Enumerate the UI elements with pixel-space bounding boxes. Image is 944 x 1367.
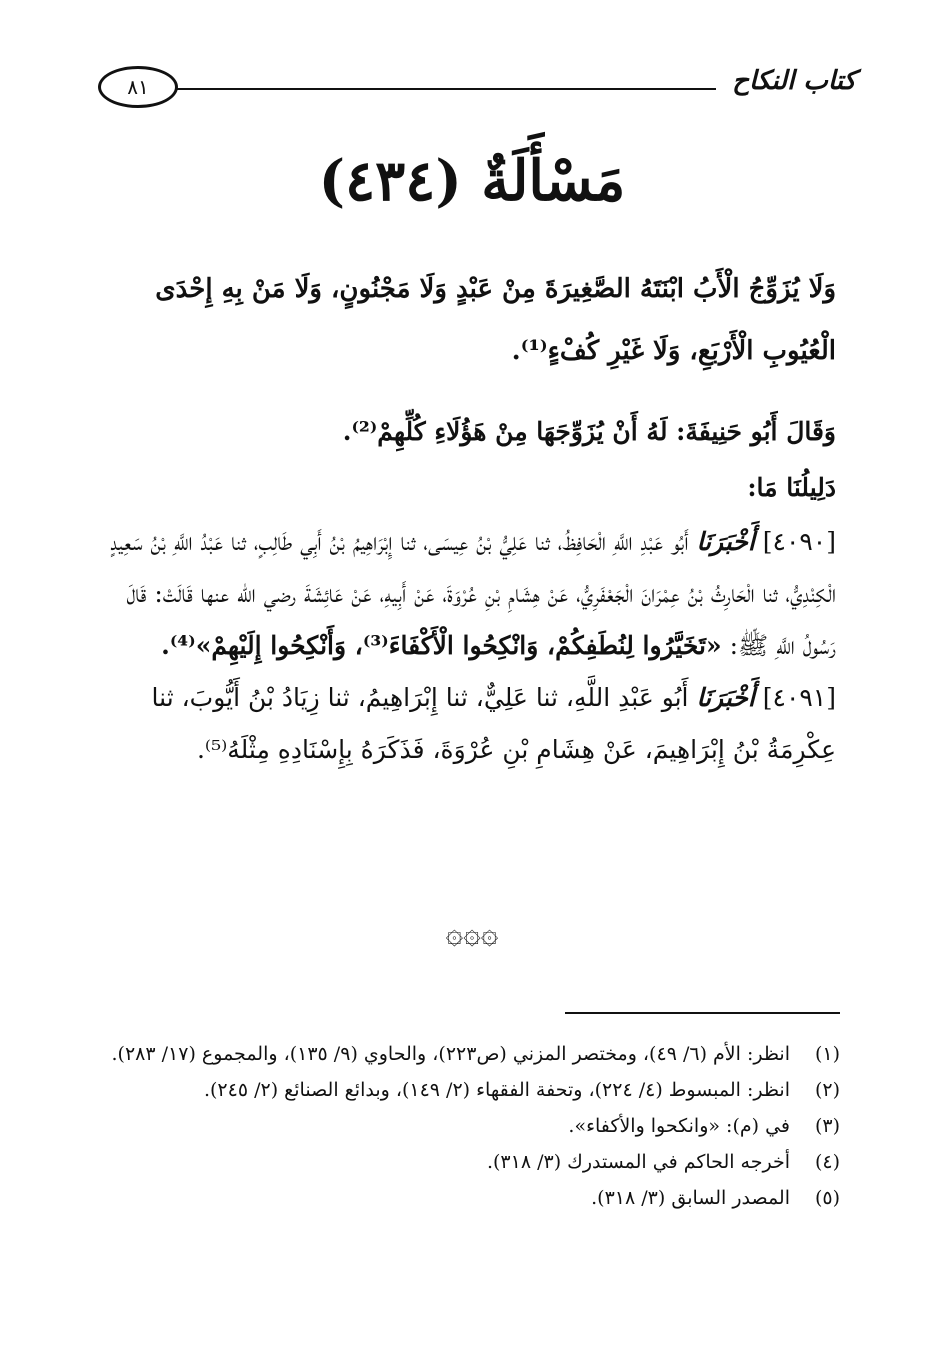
footnote bbox=[96, 1144, 840, 1180]
dalil-heading: دَلِيلُنَا مَا: bbox=[747, 473, 836, 502]
footnote-text: أخرجه الحاكم في المستدرك (٣/ ٣١٨). bbox=[486, 1151, 790, 1173]
issue-title: مَسْأَلَةٌ (٤٣٤) bbox=[318, 148, 626, 214]
footnote-text: في (م): «وانكحوا والأكفاء». bbox=[568, 1115, 790, 1137]
hadith-4090 bbox=[100, 516, 836, 672]
footnote-text: انظر: الأم (٦/ ٤٩)، ومختصر المزني (ص٢٢٣)، والحاوي (٩/ ١٣٥)، والمجموع (١٧/ ٢٨٣). bbox=[111, 1043, 790, 1065]
hadith-isnad: أَبُو عَبْدِ اللَّهِ الْحَافِظُ، ثنا عَلِيُّ بْنُ عِيسَى، ثنا إِبْرَاهِيمُ بْنُ أَبِي طَالِبٍ، ثنا عَبْدُ اللَّهِ بْنُ سَعِيدٍ الْكِنْدِيُّ، ثنا الْحَارِثُ بْنُ عِمْرَانَ الْجَعْفَرِيُّ، عَنْ هِشَامِ بْنِ عُرْوَةَ، عَنْ أَبِيهِ، عَنْ عَائِشَةَ رضي الله عنها قَالَتْ: قَالَ رَسُولُ اللَّهِ ﷺ: bbox=[110, 527, 836, 660]
akhbarana-label: أَخْبَرَنَا bbox=[696, 683, 755, 712]
hadith-number: [٤٠٩١] bbox=[762, 683, 836, 712]
matn-paragraph: وَلَا يُزَوِّجُ الْأَبُ ابْنَتَهُ الصَّغِيرَةَ مِنْ عَبْدٍ وَلَا مَجْنُونٍ، وَلَا مَنْ بِهِ إِحْدَى الْعُيُوبِ الْأَرْبَعِ، وَلَا غَيْرِ كُفْءٍ⁽¹⁾. bbox=[155, 274, 836, 366]
hadith-4091 bbox=[100, 672, 836, 776]
page-header bbox=[96, 62, 856, 112]
footnote-text: المصدر السابق (٣/ ٣١٨). bbox=[591, 1187, 790, 1209]
footnote bbox=[96, 1108, 840, 1144]
main-text bbox=[100, 258, 836, 776]
footnote-number: (٥) bbox=[814, 1187, 840, 1209]
abu-hanifa-opinion: وَقَالَ أَبُو حَنِيفَةَ: لَهُ أَنْ يُزَوِّجَهَا مِنْ هَؤُلَاءِ كُلِّهِمْ⁽²⁾. bbox=[342, 417, 836, 446]
footnote-rule bbox=[565, 1012, 840, 1014]
header-rule bbox=[176, 88, 716, 90]
hadith-matn: «تَخَيَّرُوا لِنُطَفِكُمْ، وَانْكِحُوا الْأَكْفَاءَ⁽³⁾، وَأَنْكِحُوا إِلَيْهِمْ»⁽⁴⁾. bbox=[161, 631, 722, 660]
hadith-isnad: أَبُو عَبْدِ اللَّهِ، ثنا عَلِيٌّ، ثنا إِبْرَاهِيمُ، ثنا زِيَادُ بْنُ أَيُّوبَ، ثنا عِكْرِمَةُ بْنُ إِبْرَاهِيمَ، عَنْ هِشَامِ بْنِ عُرْوَةَ، فَذَكَرَهُ بِإِسْنَادِهِ مِثْلَهُ⁽⁵⁾. bbox=[151, 683, 836, 764]
footnote bbox=[96, 1180, 840, 1216]
footnotes bbox=[96, 1036, 840, 1216]
hadith-number: [٤٠٩٠] bbox=[762, 527, 836, 556]
footnote-number: (١) bbox=[814, 1043, 840, 1065]
footnote bbox=[96, 1072, 840, 1108]
section-ornaments: ۞۞۞ bbox=[445, 916, 499, 951]
footnote-number: (٢) bbox=[814, 1079, 840, 1101]
akhbarana-label: أَخْبَرَنَا bbox=[696, 527, 755, 556]
footnote bbox=[96, 1036, 840, 1072]
page-number: ٨١ bbox=[98, 66, 178, 108]
footnote-number: (٤) bbox=[814, 1151, 840, 1173]
footnote-number: (٣) bbox=[814, 1115, 840, 1137]
footnote-text: انظر: المبسوط (٤/ ٢٢٤)، وتحفة الفقهاء (٢/ ١٤٩)، وبدائع الصنائع (٢/ ٢٤٥). bbox=[203, 1079, 790, 1101]
book-title: كتاب النكاح bbox=[732, 66, 856, 96]
